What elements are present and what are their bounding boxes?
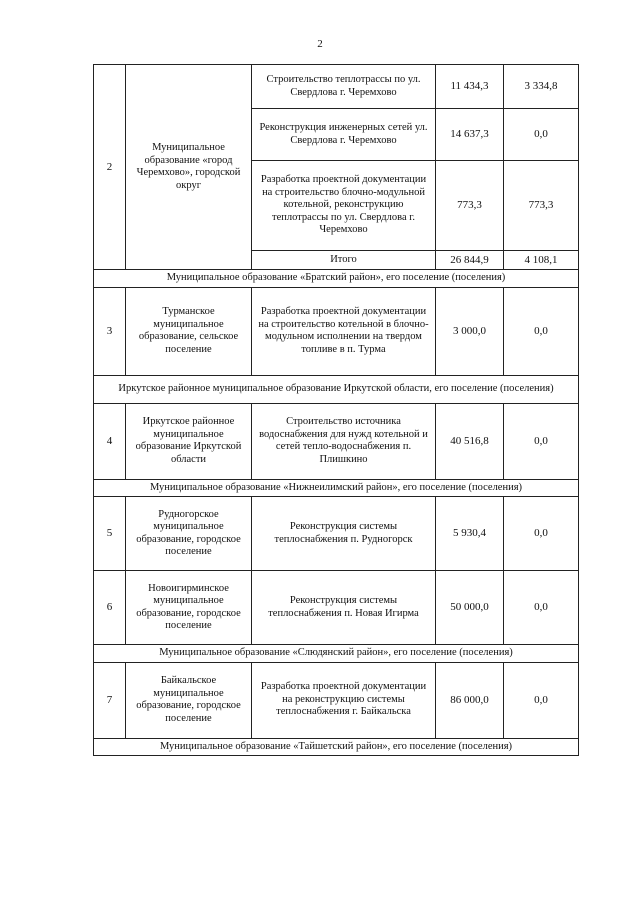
value-cell: 40 516,8 xyxy=(436,403,504,479)
funding-table xyxy=(93,64,579,756)
row-number: 6 xyxy=(94,571,126,645)
table-row xyxy=(94,287,579,375)
row-number: 3 xyxy=(94,287,126,375)
table-row xyxy=(94,571,579,645)
section-title: Иркутское районное муниципальное образование Иркутской области, его поселение (поселения) xyxy=(94,375,579,403)
value-cell: 0,0 xyxy=(504,109,579,161)
project-cell: Разработка проектной документации на строительство котельной в блочно-модульном исполнении на твердом топливе в п. Турма xyxy=(252,287,436,375)
table-row xyxy=(94,403,579,479)
value-cell: 86 000,0 xyxy=(436,662,504,738)
row-number: 2 xyxy=(94,65,126,270)
project-cell: Разработка проектной документации на строительство блочно-модульной котельной, реконструкцию теплотрассы по ул. Свердлова г. Черемхово xyxy=(252,161,436,251)
value-cell: 773,3 xyxy=(436,161,504,251)
row-number: 5 xyxy=(94,497,126,571)
entity-cell: Иркутское районное муниципальное образование Иркутской области xyxy=(126,403,252,479)
value-cell: 3 000,0 xyxy=(436,287,504,375)
entity-cell: Муниципальное образование «город Черемхово», городской округ xyxy=(126,65,252,270)
value-cell: 0,0 xyxy=(504,662,579,738)
section-title: Муниципальное образование «Нижнеилимский район», его поселение (поселения) xyxy=(94,479,579,497)
project-cell: Реконструкция инженерных сетей ул. Свердлова г. Черемхово xyxy=(252,109,436,161)
section-row xyxy=(94,479,579,497)
value-cell: 773,3 xyxy=(504,161,579,251)
row-number: 4 xyxy=(94,403,126,479)
value-cell: 0,0 xyxy=(504,497,579,571)
entity-cell: Турманское муниципальное образование, сельское поселение xyxy=(126,287,252,375)
project-cell: Строительство источника водоснабжения для нужд котельной и сетей тепло-водоснабжения п. Плишкино xyxy=(252,403,436,479)
section-title: Муниципальное образование «Братский район», его поселение (поселения) xyxy=(94,270,579,288)
project-cell: Реконструкция системы теплоснабжения п. Рудногорск xyxy=(252,497,436,571)
row-number: 7 xyxy=(94,662,126,738)
project-cell: Строительство теплотрассы по ул. Свердлова г. Черемхово xyxy=(252,65,436,109)
section-row xyxy=(94,270,579,288)
section-title: Муниципальное образование «Тайшетский район», его поселение (поселения) xyxy=(94,738,579,756)
section-title: Муниципальное образование «Слюдянский район», его поселение (поселения) xyxy=(94,645,579,663)
total-label: Итого xyxy=(252,251,436,270)
total-value: 4 108,1 xyxy=(504,251,579,270)
entity-cell: Байкальское муниципальное образование, городское поселение xyxy=(126,662,252,738)
value-cell: 3 334,8 xyxy=(504,65,579,109)
section-row xyxy=(94,375,579,403)
value-cell: 11 434,3 xyxy=(436,65,504,109)
value-cell: 0,0 xyxy=(504,571,579,645)
section-row xyxy=(94,645,579,663)
table-row xyxy=(94,662,579,738)
value-cell: 5 930,4 xyxy=(436,497,504,571)
value-cell: 14 637,3 xyxy=(436,109,504,161)
entity-cell: Новоигирминское муниципальное образование, городское поселение xyxy=(126,571,252,645)
project-cell: Реконструкция системы теплоснабжения п. Новая Игирма xyxy=(252,571,436,645)
project-cell: Разработка проектной документации на реконструкцию системы теплоснабжения г. Байкальска xyxy=(252,662,436,738)
entity-cell: Рудногорское муниципальное образование, городское поселение xyxy=(126,497,252,571)
value-cell: 0,0 xyxy=(504,287,579,375)
page-number: 2 xyxy=(317,38,323,50)
table-row xyxy=(94,497,579,571)
value-cell: 50 000,0 xyxy=(436,571,504,645)
total-value: 26 844,9 xyxy=(436,251,504,270)
section-row xyxy=(94,738,579,756)
table-row xyxy=(94,65,579,109)
value-cell: 0,0 xyxy=(504,403,579,479)
